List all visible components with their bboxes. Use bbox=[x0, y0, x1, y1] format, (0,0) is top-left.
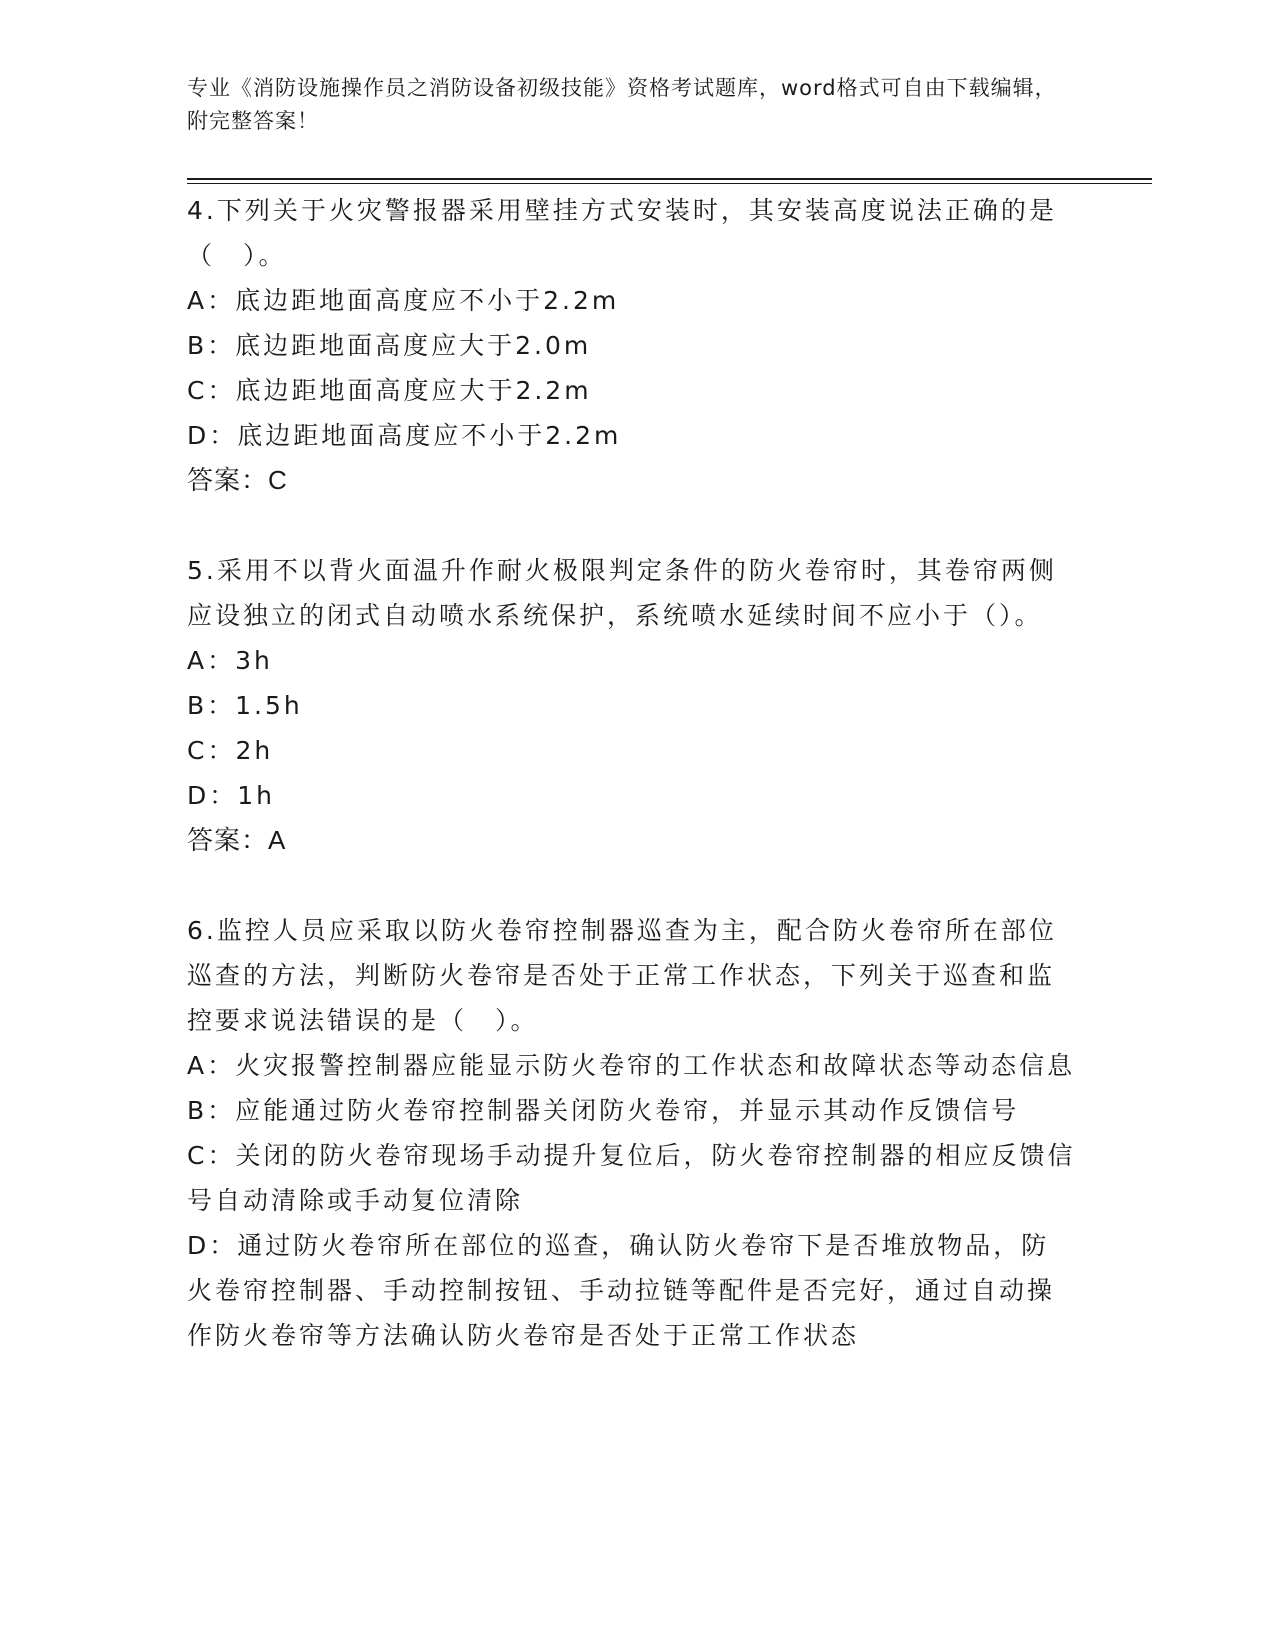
document-header: 专业《消防设施操作员之消防设备初级技能》资格考试题库，word格式可自由下载编辑，附完整答案！ bbox=[187, 76, 1057, 133]
option-d: D：1h bbox=[187, 781, 276, 810]
answer: 答案：A bbox=[187, 825, 287, 855]
option-c: C：2h bbox=[187, 736, 274, 765]
option-c: C：底边距地面高度应大于2.2m bbox=[187, 376, 592, 405]
question-stem: 4.下列关于火灾警报器采用壁挂方式安装时，其安装高度说法正确的是（ ）。 bbox=[187, 196, 1057, 270]
question-stem: 5.采用不以背火面温升作耐火极限判定条件的防火卷帘时，其卷帘两侧应设独立的闭式自动喷水系统保护，系统喷水延续时间不应小于（）。 bbox=[187, 556, 1057, 630]
header-rule-thin bbox=[187, 183, 1152, 184]
header-rule-thick bbox=[187, 178, 1152, 180]
option-d: D：底边距地面高度应不小于2.2m bbox=[187, 421, 622, 450]
option-b: B：底边距地面高度应大于2.0m bbox=[187, 331, 592, 360]
option-d: D：通过防火卷帘所在部位的巡查，确认防火卷帘下是否堆放物品，防火卷帘控制器、手动控制按钮、手动拉链等配件是否完好，通过自动操作防火卷帘等方法确认防火卷帘是否处于正常工作状态 bbox=[187, 1231, 1056, 1350]
question-stem: 6.监控人员应采取以防火卷帘控制器巡查为主，配合防火卷帘所在部位巡查的方法，判断防火卷帘是否处于正常工作状态，下列关于巡查和监控要求说法错误的是（ ）。 bbox=[187, 916, 1057, 1035]
question-4 bbox=[187, 188, 1077, 503]
question-6 bbox=[187, 908, 1077, 1358]
option-c: C：关闭的防火卷帘现场手动提升复位后，防火卷帘控制器的相应反馈信号自动清除或手动复位清除 bbox=[187, 1141, 1076, 1215]
option-b: B：1.5h bbox=[187, 691, 303, 720]
option-a: A：火灾报警控制器应能显示防火卷帘的工作状态和故障状态等动态信息 bbox=[187, 1051, 1076, 1080]
option-a: A：3h bbox=[187, 646, 273, 675]
question-list bbox=[187, 188, 1077, 1358]
answer: 答案：C bbox=[187, 465, 288, 495]
option-a: A：底边距地面高度应不小于2.2m bbox=[187, 286, 620, 315]
question-5 bbox=[187, 548, 1077, 863]
option-b: B：应能通过防火卷帘控制器关闭防火卷帘，并显示其动作反馈信号 bbox=[187, 1096, 1020, 1125]
